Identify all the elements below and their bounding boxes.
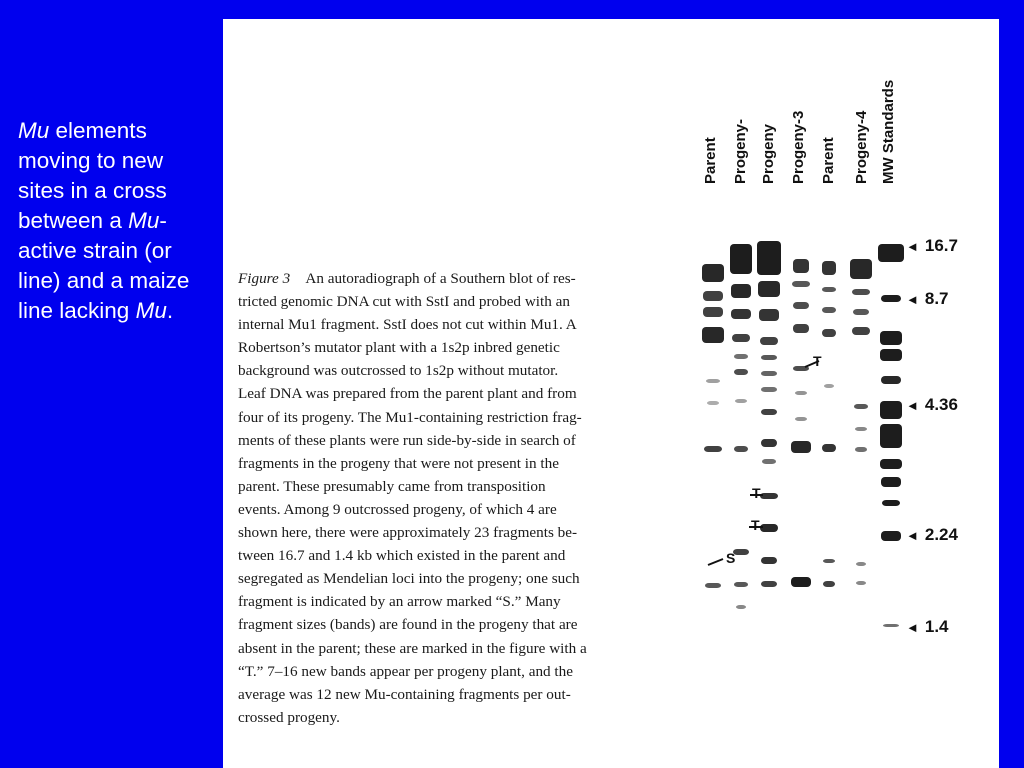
blot-band bbox=[881, 295, 901, 302]
blot-band bbox=[882, 500, 900, 506]
caption-line: internal Mu1 fragment. SstI does not cut within Mu1. A bbox=[238, 316, 577, 334]
blot-band bbox=[822, 329, 836, 337]
blot-band bbox=[704, 446, 722, 452]
band-tag-t-1: T bbox=[813, 353, 822, 369]
blot-band bbox=[880, 459, 902, 469]
blot-band bbox=[883, 624, 899, 627]
lane-label-progeny-4: Progeny-4 bbox=[853, 110, 870, 184]
blot-band bbox=[880, 401, 902, 419]
blot-band bbox=[734, 354, 748, 359]
blot-band bbox=[881, 531, 901, 541]
lane-label-progeny-2: Progeny bbox=[760, 123, 777, 184]
caption-line: background was outcrossed to 1s2p without mutator. bbox=[238, 362, 559, 380]
blot-band bbox=[878, 244, 904, 262]
marker-arrow-icon: ◄ bbox=[906, 398, 919, 413]
blot-band bbox=[734, 369, 748, 375]
blot-band bbox=[734, 446, 748, 452]
caption-line: four of its progeny. The Mu1-containing restriction frag- bbox=[238, 408, 582, 426]
blot-band bbox=[736, 605, 746, 609]
marker-arrow-icon: ◄ bbox=[906, 528, 919, 543]
band-tag-t-3: T bbox=[751, 517, 760, 533]
lane-label-progeny-1: Progeny- bbox=[732, 118, 749, 184]
blot-band bbox=[855, 447, 867, 452]
caption-line: fragment is indicated by an arrow marked “S.” Many bbox=[238, 593, 561, 611]
caption-line: segregated as Mendelian loci into the progeny; one such bbox=[238, 570, 580, 588]
blot-band bbox=[881, 376, 901, 384]
lane-label-parent-1: Parent bbox=[702, 137, 719, 184]
marker-arrow-icon: ◄ bbox=[906, 292, 919, 307]
band-tag-s: S bbox=[726, 550, 736, 566]
figure-caption bbox=[238, 267, 665, 729]
blot-band bbox=[730, 244, 752, 274]
caption-line: absent in the parent; these are marked in the figure with a bbox=[238, 639, 587, 657]
size-marker-4-36: ◄ 4.36 bbox=[906, 395, 958, 414]
blot-band bbox=[761, 581, 777, 587]
blot-band bbox=[702, 264, 724, 282]
caption-line: Figure 3 An autoradiograph of a Southern blot of res- bbox=[238, 270, 576, 287]
size-marker-16-7: ◄ 16.7 bbox=[906, 236, 958, 255]
lane-label-parent-2: Parent bbox=[820, 137, 837, 184]
caption-mu-2: Mu bbox=[128, 208, 160, 233]
blot-band bbox=[880, 331, 902, 345]
caption-line: tween 16.7 and 1.4 kb which existed in the parent and bbox=[238, 547, 566, 565]
blot-band bbox=[705, 583, 721, 588]
blot-band bbox=[731, 284, 751, 298]
caption-line: crossed progeny. bbox=[238, 708, 340, 726]
blot-band bbox=[854, 404, 868, 409]
blot-band bbox=[761, 409, 777, 415]
blot-band bbox=[762, 459, 776, 464]
marker-arrow-icon: ◄ bbox=[906, 239, 919, 254]
blot-band bbox=[735, 399, 747, 403]
blot-band bbox=[703, 291, 723, 301]
caption-text-3: . bbox=[166, 298, 174, 323]
blot-band bbox=[856, 562, 866, 566]
blot-band bbox=[731, 309, 751, 319]
caption-line: “T.” 7–16 new bands appear per progeny plant, and the bbox=[238, 662, 573, 680]
slide-caption bbox=[18, 116, 213, 326]
marker-arrow-icon: ◄ bbox=[906, 620, 919, 635]
blot-band bbox=[824, 384, 834, 388]
blot-band bbox=[761, 355, 777, 360]
blot-band bbox=[759, 309, 779, 321]
blot-band bbox=[850, 259, 872, 279]
blot-band bbox=[793, 259, 809, 273]
caption-line: fragments in the progeny that were not present in the bbox=[238, 454, 559, 472]
caption-mu-1: Mu bbox=[18, 118, 50, 143]
lane-label-mw-standards: MW Standards bbox=[880, 79, 897, 184]
blot-band bbox=[761, 439, 777, 447]
blot-band bbox=[856, 581, 866, 585]
blot-band bbox=[707, 401, 719, 405]
blot-band bbox=[793, 302, 809, 309]
blot-band bbox=[822, 261, 836, 275]
blot-band bbox=[703, 307, 723, 317]
blot-band bbox=[823, 559, 835, 563]
lane-label-progeny-3: Progeny-3 bbox=[790, 110, 807, 184]
blot-band bbox=[880, 424, 902, 448]
blot-band bbox=[761, 557, 777, 564]
caption-text-1: elements moving to new sites in a cross between a bbox=[18, 118, 167, 233]
blot-band bbox=[761, 387, 777, 392]
size-marker-8-7: ◄ 8.7 bbox=[906, 289, 949, 308]
band-tag-t-2: T bbox=[752, 485, 761, 501]
caption-line: fragment sizes (bands) are found in the progeny that are bbox=[238, 616, 578, 634]
figure-panel bbox=[223, 19, 999, 768]
size-marker-2-24: ◄ 2.24 bbox=[906, 525, 958, 544]
blot-band bbox=[822, 307, 836, 313]
blot-band bbox=[757, 241, 781, 275]
blot-band bbox=[822, 444, 836, 452]
blot-band bbox=[793, 324, 809, 333]
caption-text-2: -active strain (or line) and a maize line lacking bbox=[18, 208, 190, 323]
blot-band bbox=[795, 417, 807, 421]
caption-line: ments of these plants were run side-by-side in search of bbox=[238, 431, 576, 449]
blot-band bbox=[881, 477, 901, 487]
blot-band bbox=[791, 441, 811, 453]
caption-line: parent. These presumably came from transposition bbox=[238, 477, 546, 495]
blot-band bbox=[791, 577, 811, 587]
caption-line: events. Among 9 outcrossed progeny, of which 4 are bbox=[238, 500, 557, 518]
blot-band bbox=[761, 371, 777, 376]
blot-band bbox=[733, 549, 749, 555]
caption-line: tricted genomic DNA cut with SstI and probed with an bbox=[238, 293, 570, 311]
tag-arrow-line bbox=[708, 559, 723, 565]
blot-band bbox=[880, 349, 902, 361]
blot-band bbox=[823, 581, 835, 587]
blot-band bbox=[795, 391, 807, 395]
caption-line: Robertson’s mutator plant with a 1s2p inbred genetic bbox=[238, 339, 560, 357]
blot-band bbox=[855, 427, 867, 431]
blot-band bbox=[760, 337, 778, 345]
blot-band bbox=[758, 281, 780, 297]
blot-band bbox=[822, 287, 836, 292]
caption-mu-3: Mu bbox=[135, 298, 167, 323]
caption-line: Leaf DNA was prepared from the parent plant and from bbox=[238, 385, 577, 403]
blot-band bbox=[706, 379, 720, 383]
caption-line: shown here, there were approximately 23 fragments be- bbox=[238, 524, 578, 542]
blot-band bbox=[852, 289, 870, 295]
blot-band bbox=[853, 309, 869, 315]
caption-line: average was 12 new Mu-containing fragments per out- bbox=[238, 685, 571, 703]
blot-band bbox=[734, 582, 748, 587]
blot-band bbox=[852, 327, 870, 335]
blot-band bbox=[702, 327, 724, 343]
size-marker-1-4: ◄ 1.4 bbox=[906, 617, 949, 636]
figure-label: Figure 3 bbox=[238, 270, 291, 287]
blot-band bbox=[732, 334, 750, 342]
blot-band bbox=[792, 281, 810, 287]
